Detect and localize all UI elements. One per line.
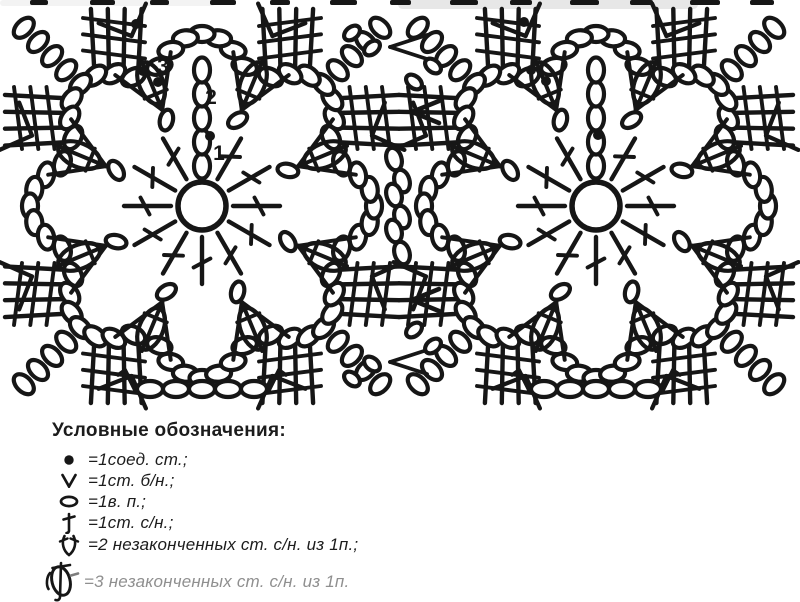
flower-motif-left (0, 4, 404, 409)
center-ring (178, 182, 226, 230)
round-number: 1 (213, 142, 225, 165)
slip-stitch-dot (205, 131, 215, 141)
legend-title: Условные обозначения: (52, 420, 287, 441)
slip-stitch-dot (593, 130, 603, 140)
double-crochet-icon (50, 512, 88, 534)
legend-item-slip-stitch (50, 449, 770, 470)
single-crochet-icon (50, 473, 88, 488)
legend-item-cluster-3dc (50, 559, 770, 602)
round-number: 2 (205, 86, 217, 109)
legend-item-double-crochet (50, 512, 770, 533)
center-ring (572, 182, 620, 230)
slip-stitch-dot (153, 77, 163, 87)
legend-item-label: =1соед. ст.; (88, 449, 188, 469)
slip-stitch-icon (50, 453, 88, 467)
slip-stitch-dot (519, 17, 529, 27)
flower-motif-right (394, 4, 799, 409)
cluster-2dc-icon (50, 533, 88, 557)
slip-stitch-dot (526, 65, 536, 75)
round-number: 3 (157, 55, 169, 78)
legend-item-label: =1ст. с/н.; (88, 512, 174, 532)
legend-item-chain (50, 491, 770, 512)
slip-stitch-dot (131, 19, 141, 29)
slip-stitch-dot (138, 66, 148, 76)
legend-item-single-crochet (50, 470, 770, 491)
legend-item-label: =1ст. б/н.; (88, 470, 175, 490)
chain-icon (50, 495, 88, 508)
legend-item-label: =3 незаконченных ст. с/н. из 1п. (84, 572, 350, 591)
slip-stitch-dot (541, 76, 551, 86)
cluster-3dc-icon (40, 560, 84, 602)
legend-item-label: =2 незаконченных ст. с/н. из 1п.; (88, 535, 359, 554)
legend-item-label: =1в. п.; (88, 491, 147, 511)
legend (50, 420, 770, 602)
legend-item-cluster-2dc (50, 533, 770, 557)
